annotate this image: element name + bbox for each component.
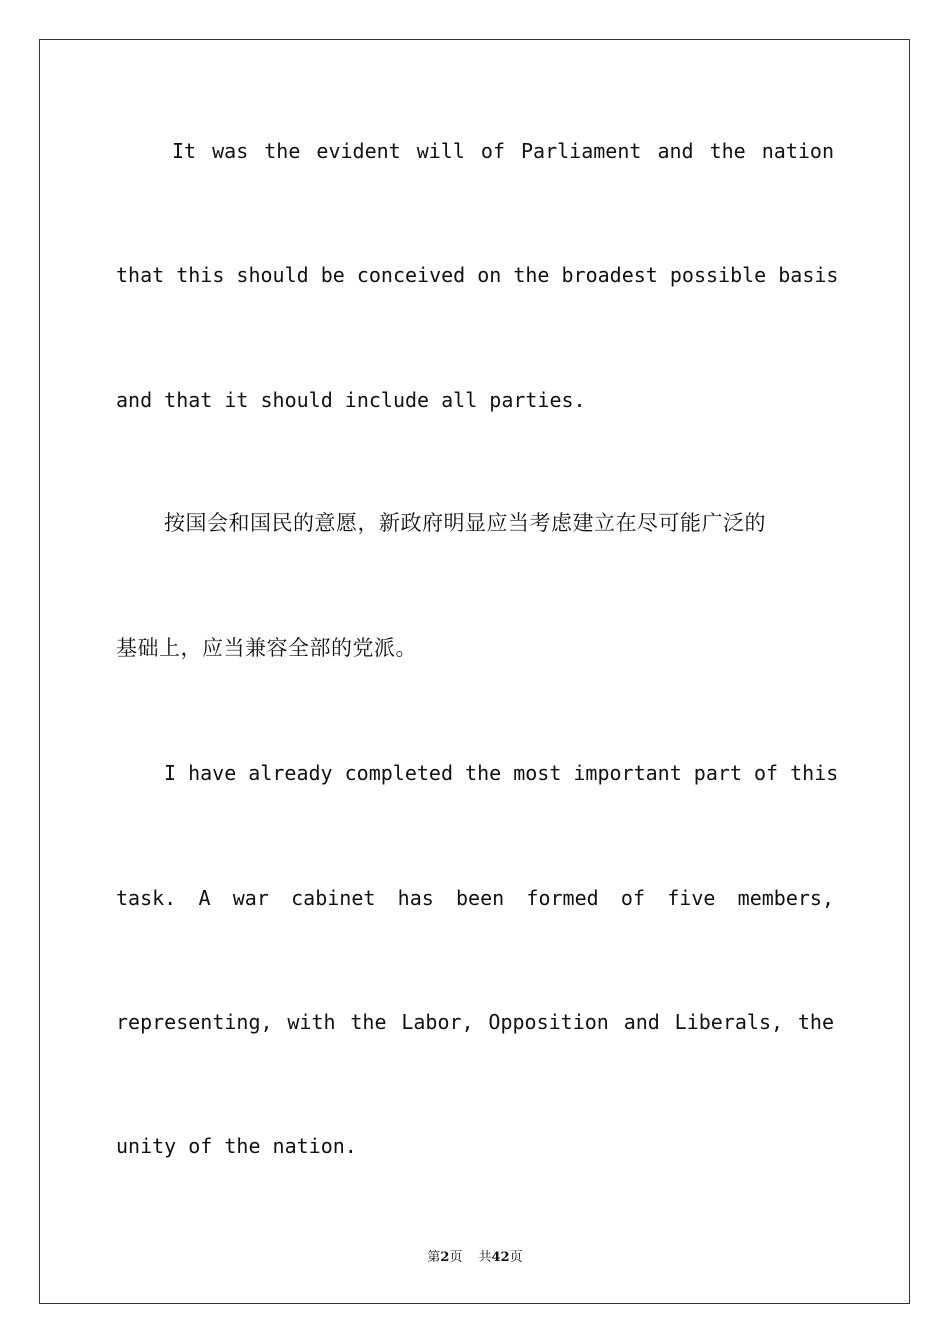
footer-page-number: 2: [440, 1250, 450, 1265]
paragraph-3-line-2: task. A war cabinet has been formed of five members,: [116, 886, 834, 910]
paragraph-3-line-3: representing, with the Labor, Opposition and Liberals, the: [116, 1010, 834, 1034]
paragraph-3-line-1: I have already completed the most important part of this: [164, 761, 839, 785]
footer-page-suffix: 页: [449, 1250, 463, 1265]
paragraph-2-line-1: 按国会和国民的意愿，新政府明显应当考虑建立在尽可能广泛的: [164, 511, 766, 535]
footer-page-prefix: 第: [427, 1250, 441, 1265]
footer-total-suffix: 页: [509, 1250, 523, 1265]
paragraph-1-line-3: and that it should include all parties.: [116, 388, 586, 412]
paragraph-3-line-4: unity of the nation.: [116, 1134, 357, 1158]
paragraph-2-line-2: 基础上，应当兼容全部的党派。: [116, 636, 417, 660]
paragraph-1-line-1: It was the evident will of Parliament and the nation: [172, 139, 834, 163]
paragraph-1-line-2: that this should be conceived on the broadest possible basis: [116, 263, 839, 287]
footer-total-pages: 42: [491, 1250, 510, 1265]
footer-total-prefix: 共: [478, 1250, 492, 1265]
page-border: [39, 39, 910, 1304]
page-footer: [0, 1246, 950, 1265]
